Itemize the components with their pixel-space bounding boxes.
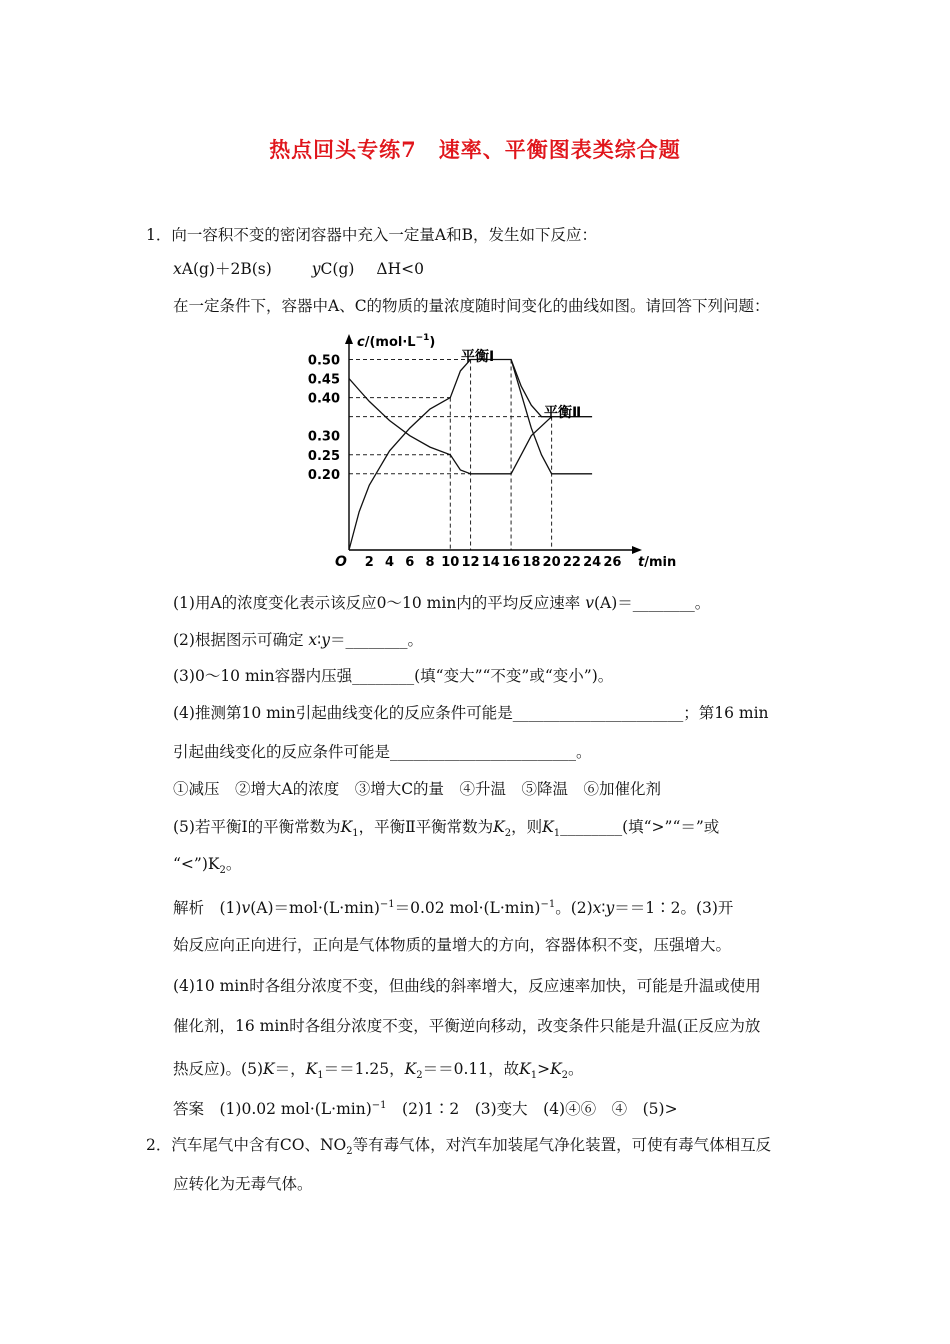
x-tick-label: 6 — [405, 555, 415, 570]
y-tick-label: 0.45 — [307, 372, 340, 388]
q1-part2: (2)根据图示可确定 x∶y＝________。 — [173, 631, 423, 649]
x-tick-label: 14 — [481, 555, 500, 570]
y-tick-label: 0.40 — [307, 391, 340, 407]
q1-equation: xA(g)＋2B(s) yC(g) ΔH<0 — [173, 260, 424, 278]
x-tick-label: 18 — [522, 555, 541, 570]
x-tick-label: 20 — [542, 555, 561, 570]
y-axis-label: $c/(mol\cdot L^{-1})$ — [357, 333, 436, 350]
y-tick-label: 0.30 — [307, 429, 340, 445]
x-tick-label: 22 — [562, 555, 581, 570]
q1-solution-4: 催化剂，16 min时各组分浓度不变，平衡逆向移动，改变条件只能是升温(正反应为放 — [173, 1017, 761, 1035]
q1-part4b: 引起曲线变化的反应条件可能是________________________。 — [173, 743, 592, 761]
x-tick-label: 12 — [461, 555, 480, 570]
q1-part1: (1)用A的浓度变化表示该反应0～10 min内的平均反应速率 v(A)＝________。 — [173, 594, 711, 612]
q1-intro: 在一定条件下，容器中A、C的物质的量浓度随时间变化的曲线如图。请回答下列问题： — [173, 297, 770, 315]
x-tick-label: 4 — [384, 555, 395, 570]
y-tick-label: 0.20 — [307, 467, 340, 483]
q1-stem: 1．向一容积不变的密闭容器中充入一定量A和B，发生如下反应： — [146, 226, 597, 244]
q1-part4a: (4)推测第10 min引起曲线变化的反应条件可能是______________________；第16 min — [173, 704, 769, 722]
q1-solution-2: 始反应向正向进行，正向是气体物质的量增大的方向，容器体积不变，压强增大。 — [173, 936, 732, 954]
x-tick-label: 24 — [583, 555, 602, 570]
q1-part3: (3)0～10 min容器内压强________(填“变大”“不变”或“变小”)。 — [173, 667, 614, 685]
x-tick-label: 16 — [502, 555, 521, 570]
concentration-time-chart — [290, 330, 690, 575]
q2-stem-2: 应转化为无毒气体。 — [173, 1175, 313, 1193]
q1-answer: 答案 (1)0.02 $mol\cdot(L\cdot\min)^{-1}$ (2)1∶2 (3)变大 (4)④⑥ ④ (5)> — [173, 1100, 678, 1119]
page-title: 热点回头专练7 速率、平衡图表类综合题 — [269, 137, 681, 162]
q1-solution-3: (4)10 min时各组分浓度不变，但曲线的斜率增大，反应速率加快，可能是升温或使用 — [173, 977, 761, 995]
q1-solution-5: 热反应)。(5)K＝，$K_1==1.25$，$K_2==0.11$，故$K_1>K_2$。 — [173, 1060, 584, 1082]
x-axis-label: t/min — [638, 555, 677, 570]
origin-label: O — [335, 554, 347, 570]
x-tick-label: 8 — [425, 555, 435, 570]
y-tick-label: 0.25 — [307, 448, 340, 464]
annotation-equilibrium-2: 平衡Ⅱ — [544, 405, 582, 421]
x-tick-label: 10 — [441, 555, 460, 570]
y-tick-label: 0.50 — [307, 353, 340, 369]
q1-part5a: (5)若平衡Ⅰ的平衡常数为$K_1$，平衡Ⅱ平衡常数为$K_2$，则$K_1\_\_\_\_\_\_\_\_$(填“>”“＝”或 — [173, 818, 720, 840]
x-axis-arrow — [632, 546, 642, 554]
q1-solution-1: 解析 $(1)v(A)=mol\cdot(L\cdot\min)^{-1}=0.02$ $mol\cdot(L\cdot\min)^{-1}$。(2)x∶y＝＝1∶2。(3)开 — [173, 899, 734, 918]
annotation-equilibrium-1: 平衡Ⅰ — [461, 349, 495, 365]
q2-stem: 2．汽车尾气中含有CO、$NO_2$等有毒气体，对汽车加装尾气净化装置，可使有毒气体相互反 — [146, 1136, 772, 1158]
q1-options: ①减压 ②增大A的浓度 ③增大C的量 ④升温 ⑤降温 ⑥加催化剂 — [173, 780, 662, 798]
q1-part5b: “$<”)K_2$。 — [173, 855, 242, 877]
x-tick-label: 2 — [364, 555, 374, 570]
x-tick-label: 26 — [603, 555, 622, 570]
y-axis-arrow — [345, 334, 353, 344]
